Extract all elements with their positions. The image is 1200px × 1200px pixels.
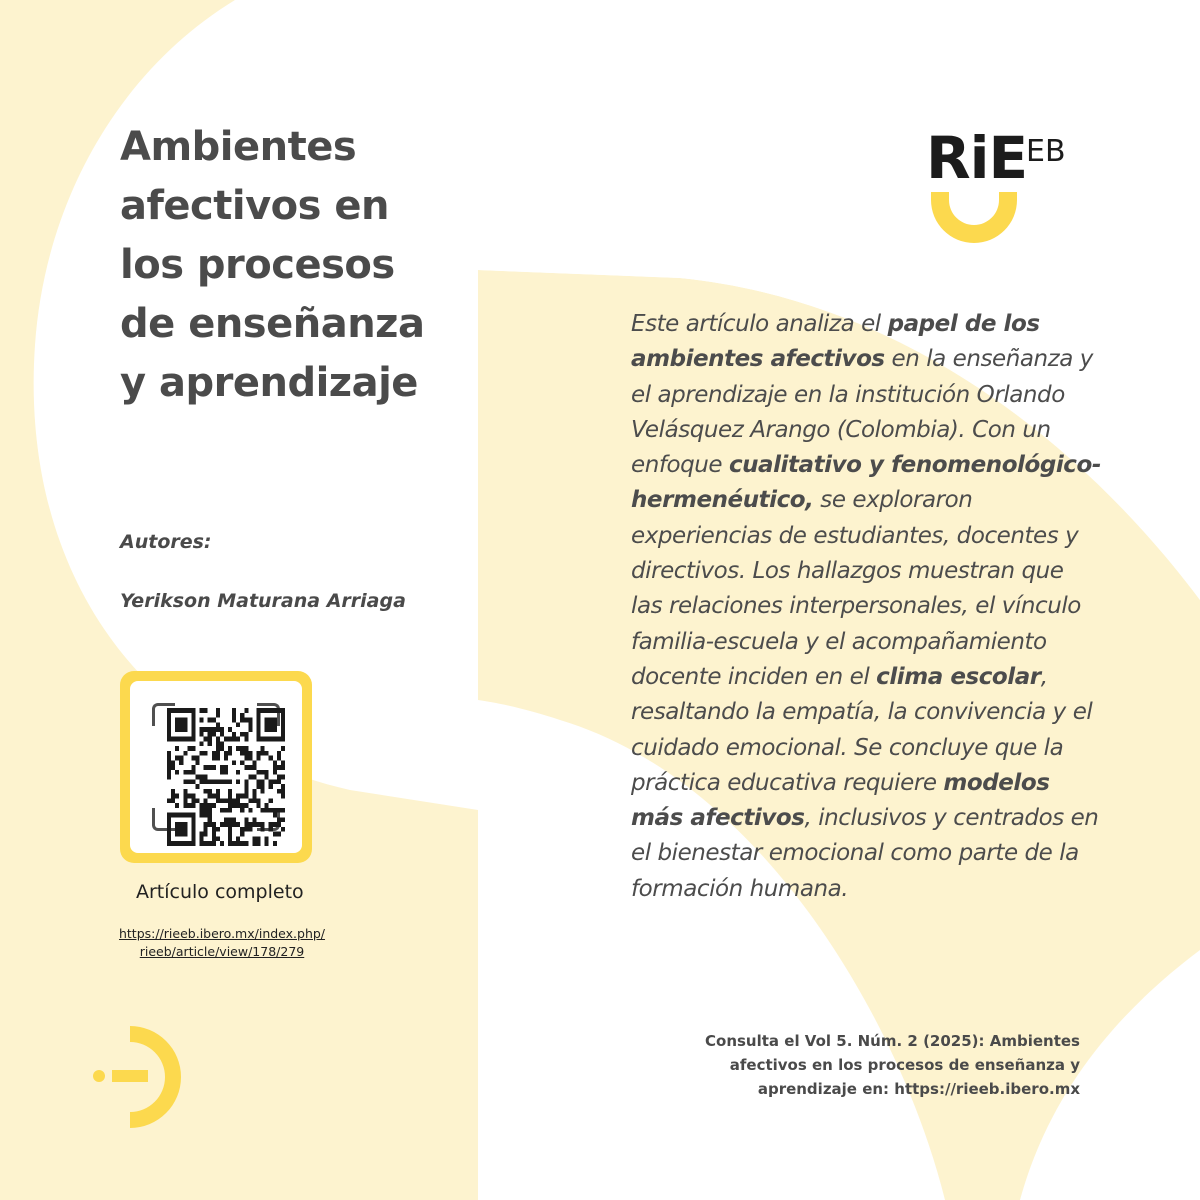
footer-line: aprendizaje en: https://rieeb.ibero.mx	[757, 1080, 1080, 1098]
qr-caption: Artículo completo	[136, 881, 304, 903]
abstract-segment: , resaltando la empatía, la convivencia y el cuidado emocional. Se concluye que la práctica educativa requiere	[631, 663, 1093, 796]
title-line: los procesos	[120, 242, 395, 288]
abstract-segment: se exploraron experiencias de estudiantes, docentes y directivos. Los hallazgos muestran que las relaciones interpersonales, el vínculo familia-escuela y el acompañamiento docente inciden en el	[631, 487, 1081, 690]
authors-label: Autores:	[120, 531, 212, 553]
abstract-emphasis: papel de los ambientes afectivos	[631, 311, 1040, 373]
article-link-line[interactable]: rieeb/article/view/178/279	[139, 944, 305, 959]
abstract-emphasis: modelos más afectivos	[631, 769, 1050, 832]
qr-code-frame[interactable]	[120, 671, 312, 863]
footer-line: afectivos en los procesos de enseñanza y	[729, 1056, 1080, 1074]
abstract-emphasis: cualitativo y fenomenológico-hermenéutico,	[631, 452, 1101, 514]
title-line: Ambientes	[120, 124, 357, 170]
logo-superscript: EB	[1026, 134, 1066, 169]
abstract-emphasis: clima escolar	[876, 663, 1041, 690]
title-line: de enseñanza	[120, 301, 425, 347]
dot-dash-d-logo-icon	[90, 1023, 190, 1133]
qr-code-card	[130, 681, 302, 853]
footer-note	[660, 1029, 1080, 1101]
qr-modules	[167, 708, 285, 846]
author-name: Yerikson Maturana Arriaga	[120, 590, 406, 612]
footer-line: Consulta el Vol 5. Núm. 2 (2025): Ambientes	[705, 1032, 1080, 1050]
rieeb-logo	[926, 124, 1076, 243]
qr-code-icon	[167, 708, 285, 846]
page-title	[120, 118, 450, 413]
abstract-text	[631, 307, 1101, 907]
abstract-segment: en la enseñanza y el aprendizaje en la institución Orlando Velásquez Arango (Colombia). Con un enfoque	[631, 346, 1093, 479]
abstract-segment: Este artículo analiza el	[631, 311, 888, 337]
article-link[interactable]	[112, 925, 332, 961]
article-link-line[interactable]: https://rieeb.ibero.mx/index.php/	[118, 926, 326, 941]
title-line: y aprendizaje	[120, 360, 418, 406]
abstract-segment: , inclusivos y centrados en el bienestar emocional como parte de la formación humana.	[631, 805, 1099, 902]
logo-text: RiE	[926, 124, 1028, 192]
title-line: afectivos en	[120, 183, 389, 229]
